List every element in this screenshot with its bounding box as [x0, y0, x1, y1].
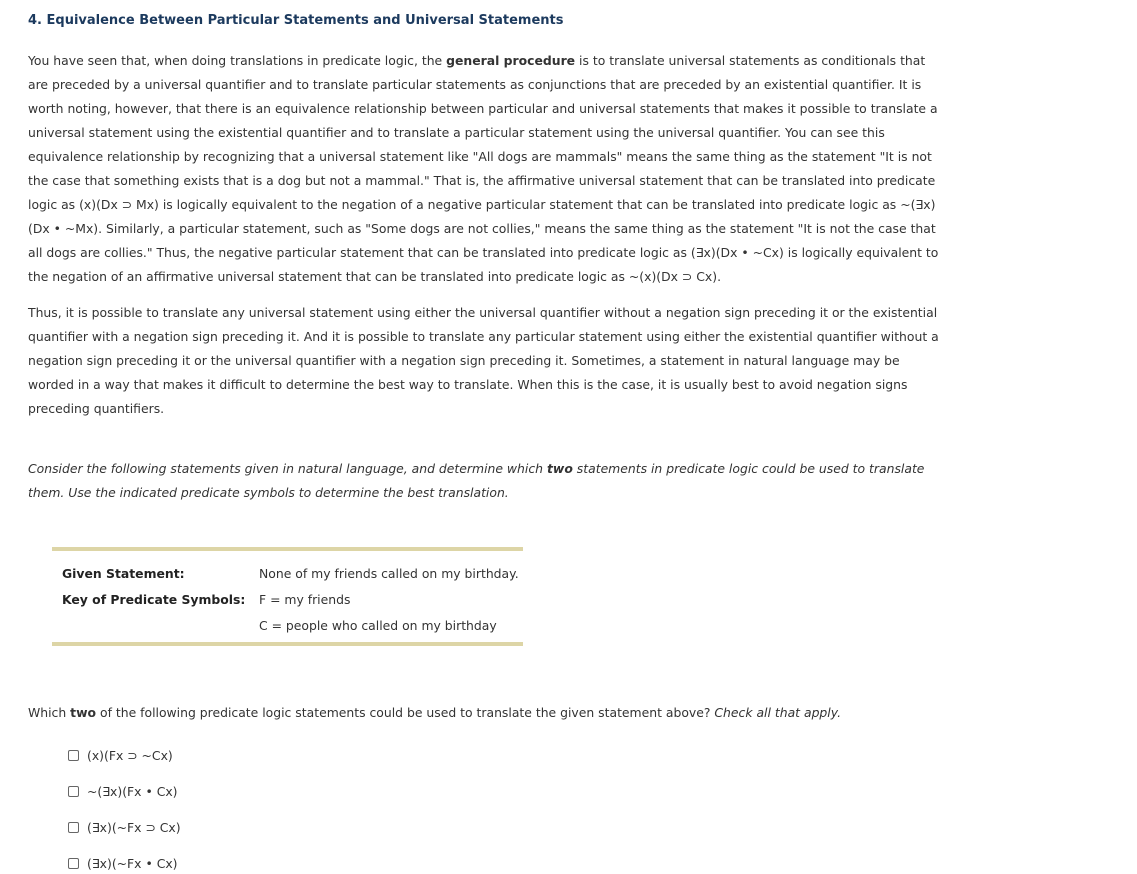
option-3-checkbox[interactable]: [68, 822, 79, 833]
given-statement-value: None of my friends called on my birthday.: [259, 566, 519, 581]
given-statement-label: Given Statement:: [62, 566, 185, 581]
question-title: 4. Equivalence Between Particular Statements and Universal Statements: [28, 13, 564, 28]
explanation-paragraph-1: [28, 49, 942, 289]
option-4-label[interactable]: (∃x)(~Fx • Cx): [87, 855, 178, 871]
option-2-checkbox[interactable]: [68, 786, 79, 797]
paragraph-1-intro: You have seen that, when doing translations in predicate logic, the: [28, 53, 447, 68]
answer-option-2[interactable]: [68, 783, 178, 799]
instruction-post: statements in predicate logic could be used to translate them. Use the indicated predicate symbols to determine the best translation.: [28, 461, 925, 500]
instruction-bold: two: [546, 461, 573, 476]
instruction-pre: Consider the following statements given in natural language, and determine which: [28, 461, 547, 476]
option-2-label[interactable]: ~(∃x)(Fx • Cx): [87, 783, 178, 799]
paragraph-1-rest: is to translate universal statements as conditionals that are preceded by a universal quantifier and to translate particular statements as conjunctions that are preceded by an existential quantifier. It is worth noting, however, that there is an equivalence relationship between particular and universal statements that makes it possible to translate a universal statement using the existential quantifier and to translate a particular statement using the universal quantifier. You can see this equivalence relationship by recognizing that a universal statement like "All dogs are mammals" means the same thing as the statement "It is not the case that something exists that is a dog but not a mammal." That is, the affirmative universal statement that can be translated into predicate logic as (x)(Dx ⊃ Mx) is logically equivalent to the negation of a negative particular statement that can be translated into predicate logic as ~(∃x)(Dx • ~Mx). Similarly, a particular statement, such as "Some dogs are not collies," means the same thing as the statement "It is not the case that all dogs are collies." Thus, the negative particular statement that can be translated into predicate logic as (∃x)(Dx • ~Cx) is logically equivalent to the negation of an affirmative universal statement that can be translated into predicate logic as ~(x)(Dx ⊃ Cx).: [28, 53, 939, 284]
question-pre: Which: [28, 705, 71, 720]
predicate-key-f: F = my friends: [259, 592, 351, 607]
option-1-label[interactable]: (x)(Fx ⊃ ~Cx): [87, 747, 173, 763]
question-bold: two: [70, 705, 97, 720]
answer-option-1[interactable]: [68, 747, 173, 763]
instruction-text: [28, 457, 942, 505]
general-procedure-term: general procedure: [446, 53, 576, 68]
option-4-checkbox[interactable]: [68, 858, 79, 869]
predicate-key-label: Key of Predicate Symbols:: [62, 592, 246, 607]
given-statement-box: [52, 547, 523, 646]
question-prompt: [28, 703, 841, 723]
explanation-paragraph-2: Thus, it is possible to translate any universal statement using either the universal quantifier without a negation sign preceding it or the existential quantifier with a negation sign preceding it. And it is possible to translate any particular statement using either the existential quantifier without a negation sign preceding it or the universal quantifier with a negation sign preceding it. Sometimes, a statement in natural language may be worded in a way that makes it difficult to determine the best way to translate. When this is the case, it is usually best to avoid negation signs preceding quantifiers.: [28, 305, 939, 416]
question-mid: of the following predicate logic statements could be used to translate the given statement above?: [96, 705, 715, 720]
option-1-checkbox[interactable]: [68, 750, 79, 761]
question-italic: Check all that apply.: [714, 705, 842, 720]
option-3-label[interactable]: (∃x)(~Fx ⊃ Cx): [87, 819, 181, 835]
predicate-key-c: C = people who called on my birthday: [259, 618, 497, 633]
answer-option-3[interactable]: [68, 819, 181, 835]
answer-option-4[interactable]: [68, 855, 178, 871]
